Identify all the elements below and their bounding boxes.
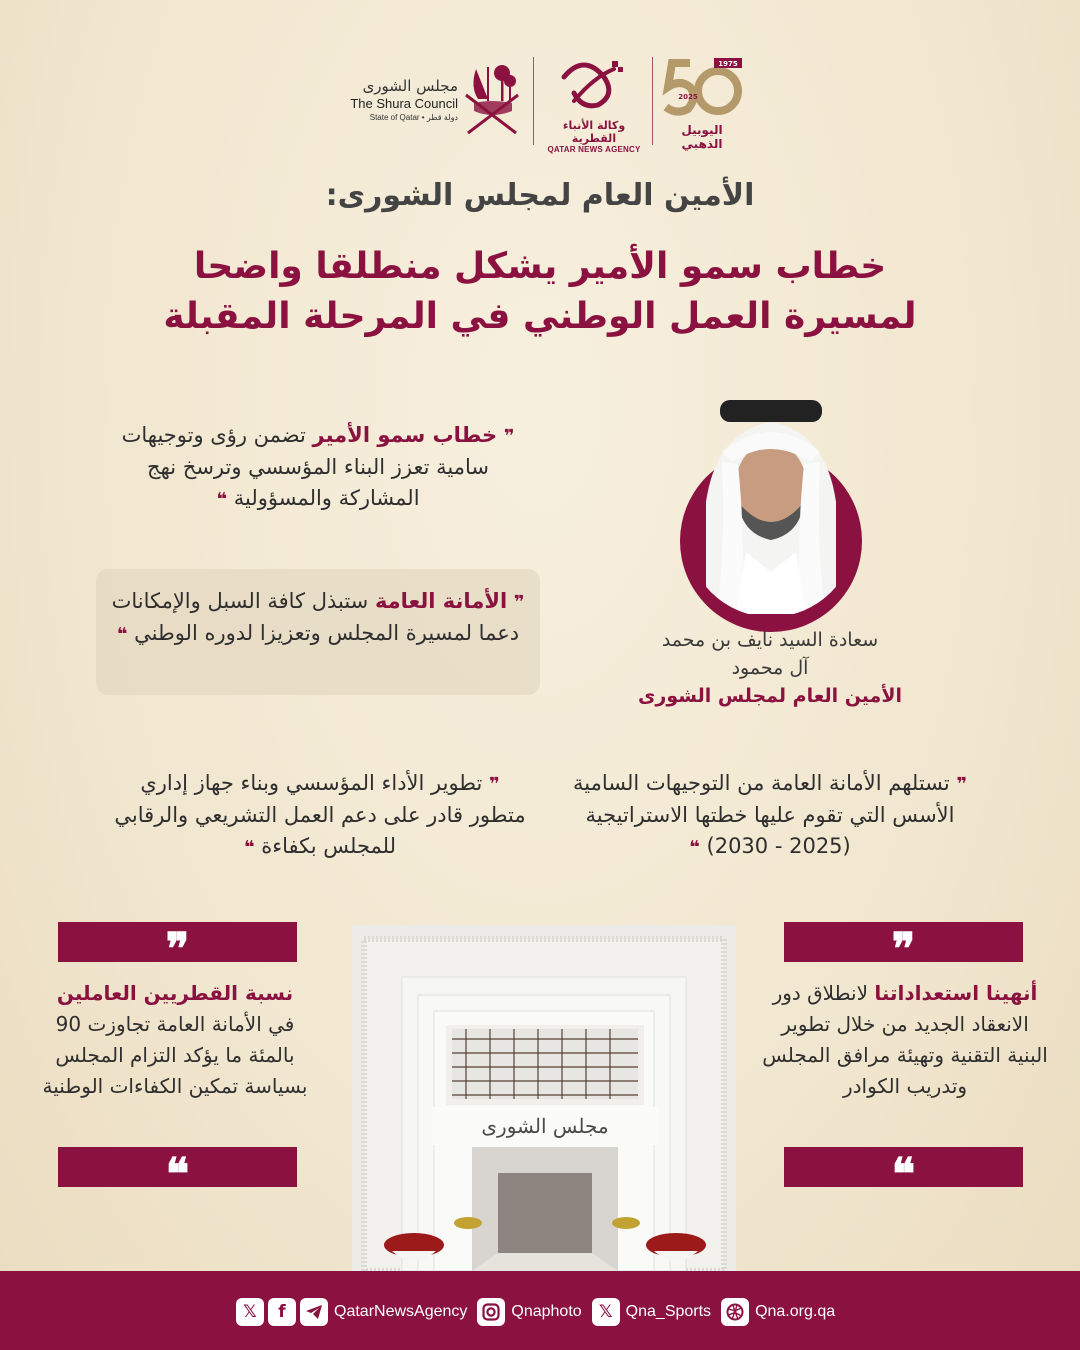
logo-divider [533, 57, 534, 145]
qna-emblem-icon [554, 57, 634, 113]
fifty-years-icon [660, 57, 744, 119]
statement-text: لانطلاق دور الانعقاد الجديد من خلال تطوير البنية التقنية وتهيئة مرافق المجلس وتدريب الكوادر [762, 981, 1048, 1098]
handle-website[interactable]: Qna.org.qa [755, 1303, 836, 1320]
quote-open-icon: ❞ [489, 774, 500, 795]
shura-english: The Shura Council [350, 96, 458, 111]
headline-line-2: لمسيرة العمل الوطني في المرحلة المقبلة [163, 296, 917, 337]
portrait-photo [686, 392, 856, 614]
header-logos [330, 55, 750, 154]
svg-text:1975: 1975 [718, 60, 738, 68]
quote-3 [110, 768, 530, 863]
left-quote-bar-top [58, 922, 297, 962]
statement-text: في الأمانة العامة تجاوزت 90 بالمئة ما يؤكد التزام المجلس بسياسة تمكين الكفاءات الوطنية [42, 1012, 308, 1098]
quote-4 [570, 768, 970, 863]
logo-divider [652, 57, 653, 145]
quote-open-icon: ❞ [891, 924, 916, 962]
person-name-line-2: آل محمود [731, 657, 809, 679]
x-icon[interactable]: 𝕏 [236, 1298, 264, 1326]
statement-highlight: نسبة القطريين العاملين [56, 981, 294, 1005]
handle-qnaphoto[interactable]: Qnaphoto [511, 1303, 582, 1320]
person-title: الأمين العام لمجلس الشورى [638, 685, 902, 707]
person-caption [620, 626, 920, 710]
quote-close-icon: ❝ [116, 624, 128, 645]
right-side-statement [760, 978, 1050, 1102]
person-name-line-1: سعادة السيد نايف بن محمد [661, 629, 879, 651]
quote-2 [96, 586, 540, 650]
shura-council-logo-text [330, 77, 458, 122]
right-quote-bar-bottom [784, 1147, 1023, 1187]
quote-text: ستبذل كافة السبل والإمكانات دعما لمسيرة المجلس وتعزيزا لدوره الوطني [111, 589, 520, 645]
qna-english: QATAR NEWS AGENCY [547, 145, 641, 154]
qna-logo [544, 57, 644, 154]
shura-sub: State of Qatar • دولة قطر [369, 113, 458, 122]
quote-open-icon: ❞ [956, 774, 968, 795]
globe-icon[interactable] [721, 1298, 749, 1326]
x-icon[interactable]: 𝕏 [592, 1298, 620, 1326]
handle-qna-sports[interactable]: Qna_Sports [625, 1303, 712, 1320]
left-side-statement [40, 978, 310, 1102]
quote-open-icon: ❞ [165, 924, 190, 962]
facebook-icon[interactable]: f [268, 1298, 296, 1326]
jubilee-arabic: اليوبيل الذهبي [681, 123, 723, 151]
quote-text: تضمن رؤى وتوجيهات سامية تعزز البناء المؤسسي وترسخ نهج المشاركة والمسؤولية [121, 423, 489, 510]
quote-close-icon: ❝ [165, 1149, 190, 1187]
shura-building-photo [342, 915, 742, 1271]
quote-highlight: خطاب سمو الأمير [312, 423, 498, 447]
quote-text: تطوير الأداء المؤسسي وبناء جهاز إداري متطور قادر على دعم العمل التشريعي والرقابي للمجلس بكفاءة [114, 771, 526, 858]
left-quote-bar-bottom [58, 1147, 297, 1187]
quote-1 [118, 420, 518, 515]
kicker-title: الأمين العام لمجلس الشورى: [325, 178, 755, 213]
quote-close-icon: ❝ [891, 1149, 916, 1187]
right-quote-bar-top [784, 922, 1023, 962]
quote-open-icon: ❞ [513, 592, 525, 613]
quote-close-icon: ❝ [216, 489, 228, 510]
shura-arabic: مجلس الشورى [362, 77, 458, 95]
qna-arabic: وكالة الأنباء القطرية [562, 119, 626, 145]
telegram-icon[interactable] [300, 1298, 328, 1326]
golden-jubilee-logo [660, 57, 744, 151]
quote-text: تستلهم الأمانة العامة من التوجيهات السامية الأسس التي تقوم عليها خطتها الاستراتيجية (2025 - 2030) [572, 771, 955, 858]
statement-highlight: أنهينا استعداداتنا [874, 981, 1038, 1005]
quote-open-icon: ❞ [503, 426, 515, 447]
headline [0, 242, 1080, 342]
handle-qatarnewsagency[interactable]: QatarNewsAgency [334, 1303, 468, 1320]
qatar-emblem-icon [462, 59, 522, 139]
quote-highlight: الأمانة العامة [374, 589, 508, 613]
quote-close-icon: ❝ [689, 837, 700, 858]
instagram-icon[interactable] [477, 1298, 505, 1326]
footer [0, 1271, 1080, 1350]
quote-close-icon: ❝ [243, 837, 255, 858]
headline-line-1: خطاب سمو الأمير يشكل منطلقا واضحا [193, 246, 887, 287]
social-links [236, 1298, 841, 1326]
svg-text:2025: 2025 [678, 93, 698, 101]
svg-text:مجلس الشورى: مجلس الشورى [481, 1114, 609, 1138]
